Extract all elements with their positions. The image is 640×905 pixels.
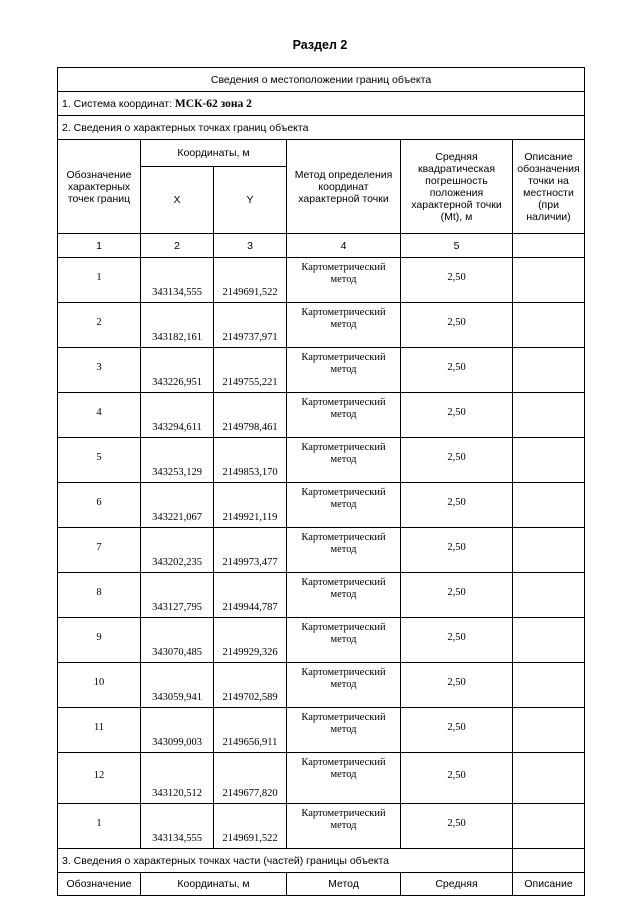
- description-cell: [513, 753, 585, 804]
- description-cell: [513, 438, 585, 483]
- header-method: Метод определения координат характерной точки: [287, 140, 401, 234]
- accuracy-cell: 2,50: [401, 483, 513, 528]
- description-cell: [513, 483, 585, 528]
- method-cell: Картометрический метод: [287, 438, 401, 483]
- point-id: 11: [58, 708, 141, 753]
- parts-header-description: Описание: [513, 873, 585, 896]
- accuracy-cell: 2,50: [401, 393, 513, 438]
- parts-section-title: 3. Сведения о характерных точках части (частей) границы объекта: [58, 849, 513, 873]
- table-row: [58, 303, 585, 348]
- point-id: 8: [58, 573, 141, 618]
- parts-header-accuracy: Средняя: [401, 873, 513, 896]
- coord-y: 2149929,326: [214, 618, 287, 663]
- accuracy-cell: 2,50: [401, 618, 513, 663]
- point-id: 4: [58, 393, 141, 438]
- table-row: [58, 753, 585, 804]
- coord-x: 343070,485: [141, 618, 214, 663]
- coord-x: 343099,003: [141, 708, 214, 753]
- point-id: 3: [58, 348, 141, 393]
- coord-x: 343226,951: [141, 348, 214, 393]
- coord-system-row: [58, 92, 585, 116]
- header-coordinates: Координаты, м: [141, 140, 287, 167]
- description-cell: [513, 573, 585, 618]
- table-row: [58, 438, 585, 483]
- accuracy-cell: 2,50: [401, 573, 513, 618]
- table-row: [58, 573, 585, 618]
- coord-x: 343120,512: [141, 753, 214, 804]
- accuracy-cell: 2,50: [401, 708, 513, 753]
- header-accuracy: Средняя квадратическая погрешность положения характерной точки (Mt), м: [401, 140, 513, 234]
- coord-y: 2149691,522: [214, 804, 287, 849]
- coord-y: 2149921,119: [214, 483, 287, 528]
- table-row: [58, 528, 585, 573]
- point-id: 6: [58, 483, 141, 528]
- description-cell: [513, 618, 585, 663]
- coord-x: 343221,067: [141, 483, 214, 528]
- coord-y: 2149853,170: [214, 438, 287, 483]
- header-designation: Обозначение характерных точек границ: [58, 140, 141, 234]
- parts-header-method: Метод: [287, 873, 401, 896]
- coord-y: 2149944,787: [214, 573, 287, 618]
- description-cell: [513, 663, 585, 708]
- column-number: 4: [287, 234, 401, 258]
- description-cell: [513, 393, 585, 438]
- point-id: 5: [58, 438, 141, 483]
- parts-header-designation: Обозначение: [58, 873, 141, 896]
- coord-system-label: 1. Система координат:: [62, 97, 172, 110]
- coord-system-value: МСК-62 зона 2: [174, 97, 252, 110]
- parts-header-coordinates: Координаты, м: [141, 873, 287, 896]
- coord-x: 343182,161: [141, 303, 214, 348]
- method-cell: Картометрический метод: [287, 258, 401, 303]
- header-x: X: [141, 167, 214, 234]
- coord-y: 2149702,589: [214, 663, 287, 708]
- coord-y: 2149755,221: [214, 348, 287, 393]
- coord-y: 2149691,522: [214, 258, 287, 303]
- method-cell: Картометрический метод: [287, 573, 401, 618]
- point-id: 10: [58, 663, 141, 708]
- table-title: Сведения о местоположении границ объекта: [58, 68, 585, 92]
- point-id: 2: [58, 303, 141, 348]
- method-cell: Картометрический метод: [287, 618, 401, 663]
- point-id: 1: [58, 804, 141, 849]
- method-cell: Картометрический метод: [287, 528, 401, 573]
- description-cell: [513, 804, 585, 849]
- method-cell: Картометрический метод: [287, 303, 401, 348]
- method-cell: Картометрический метод: [287, 753, 401, 804]
- accuracy-cell: 2,50: [401, 753, 513, 804]
- method-cell: Картометрический метод: [287, 663, 401, 708]
- header-description: Описание обозначения точки на местности (при наличии): [513, 140, 585, 234]
- column-number: 5: [401, 234, 513, 258]
- coord-x: 343134,555: [141, 258, 214, 303]
- point-id: 1: [58, 258, 141, 303]
- coord-y: 2149798,461: [214, 393, 287, 438]
- coord-x: 343294,611: [141, 393, 214, 438]
- table-row: [58, 258, 585, 303]
- parts-section-empty: [513, 849, 585, 873]
- method-cell: Картометрический метод: [287, 393, 401, 438]
- coord-y: 2149737,971: [214, 303, 287, 348]
- coord-y: 2149973,477: [214, 528, 287, 573]
- column-number-empty: [513, 234, 585, 258]
- header-y: Y: [214, 167, 287, 234]
- coord-y: 2149677,820: [214, 753, 287, 804]
- accuracy-cell: 2,50: [401, 663, 513, 708]
- table-row: [58, 804, 585, 849]
- description-cell: [513, 528, 585, 573]
- accuracy-cell: 2,50: [401, 804, 513, 849]
- method-cell: Картометрический метод: [287, 804, 401, 849]
- section-title: Раздел 2: [292, 38, 348, 52]
- points-section-title: 2. Сведения о характерных точках границ объекта: [58, 116, 585, 140]
- method-cell: Картометрический метод: [287, 483, 401, 528]
- method-cell: Картометрический метод: [287, 708, 401, 753]
- table-row: [58, 393, 585, 438]
- coord-x: 343202,235: [141, 528, 214, 573]
- table-row: [58, 663, 585, 708]
- point-id: 7: [58, 528, 141, 573]
- description-cell: [513, 303, 585, 348]
- accuracy-cell: 2,50: [401, 303, 513, 348]
- coord-x: 343134,555: [141, 804, 214, 849]
- table-row: [58, 618, 585, 663]
- accuracy-cell: 2,50: [401, 348, 513, 393]
- description-cell: [513, 708, 585, 753]
- point-id: 9: [58, 618, 141, 663]
- table-row: [58, 348, 585, 393]
- coord-x: 343127,795: [141, 573, 214, 618]
- table-row: [58, 483, 585, 528]
- column-number: 1: [58, 234, 141, 258]
- accuracy-cell: 2,50: [401, 528, 513, 573]
- coord-x: 343253,129: [141, 438, 214, 483]
- accuracy-cell: 2,50: [401, 438, 513, 483]
- accuracy-cell: 2,50: [401, 258, 513, 303]
- description-cell: [513, 258, 585, 303]
- description-cell: [513, 348, 585, 393]
- coord-y: 2149656,911: [214, 708, 287, 753]
- column-number: 3: [214, 234, 287, 258]
- method-cell: Картометрический метод: [287, 348, 401, 393]
- boundary-table: [57, 67, 585, 896]
- column-number: 2: [141, 234, 214, 258]
- table-row: [58, 708, 585, 753]
- point-id: 12: [58, 753, 141, 804]
- coord-x: 343059,941: [141, 663, 214, 708]
